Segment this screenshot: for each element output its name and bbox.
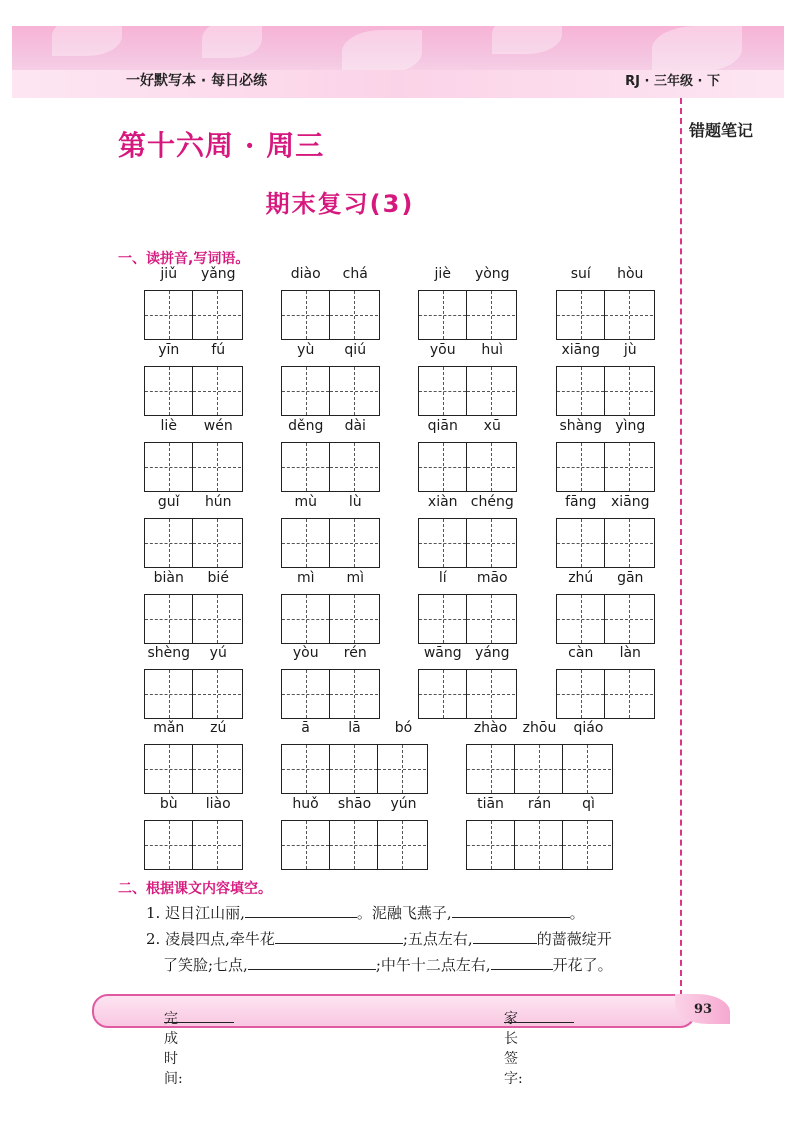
word-grid bbox=[281, 418, 380, 492]
completion-time-field[interactable] bbox=[164, 1008, 234, 1023]
writing-boxes bbox=[144, 518, 243, 568]
writing-box[interactable] bbox=[605, 443, 653, 491]
fill-line-1 bbox=[146, 902, 585, 923]
pinyin-syllable: yōu bbox=[429, 342, 456, 358]
writing-boxes bbox=[281, 442, 380, 492]
pinyin-syllable: càn bbox=[568, 645, 594, 661]
pinyin-syllable: yòng bbox=[474, 266, 510, 282]
pinyin-syllable: suí bbox=[570, 266, 591, 282]
word-grid bbox=[144, 266, 243, 340]
writing-boxes bbox=[466, 820, 613, 870]
writing-box[interactable] bbox=[145, 595, 193, 643]
pinyin-syllable: qiān bbox=[427, 418, 458, 434]
writing-box[interactable] bbox=[145, 821, 193, 869]
writing-box[interactable] bbox=[557, 670, 605, 718]
pinyin-label bbox=[466, 796, 613, 812]
pinyin-label bbox=[556, 342, 655, 358]
writing-boxes bbox=[144, 669, 243, 719]
writing-box[interactable] bbox=[378, 821, 426, 869]
word-grid bbox=[144, 342, 243, 416]
pinyin-label bbox=[418, 266, 517, 282]
word-grid bbox=[556, 645, 655, 719]
pinyin-syllable: bié bbox=[207, 570, 229, 586]
writing-box[interactable] bbox=[605, 595, 653, 643]
pinyin-syllable: wāng bbox=[423, 645, 462, 661]
pinyin-syllable: bù bbox=[159, 796, 178, 812]
writing-box[interactable] bbox=[605, 367, 653, 415]
pinyin-syllable: jiè bbox=[434, 266, 451, 282]
pinyin-label bbox=[144, 266, 243, 282]
word-grid bbox=[281, 494, 380, 568]
writing-box[interactable] bbox=[193, 821, 241, 869]
writing-box[interactable] bbox=[330, 443, 378, 491]
writing-boxes bbox=[144, 594, 243, 644]
pinyin-syllable: ā bbox=[301, 720, 310, 736]
writing-box[interactable] bbox=[467, 670, 515, 718]
blank-2[interactable] bbox=[452, 903, 570, 918]
pinyin-syllable: mǎn bbox=[153, 720, 185, 736]
pinyin-label bbox=[418, 570, 517, 586]
fill-line-3 bbox=[163, 954, 613, 975]
word-grid bbox=[556, 418, 655, 492]
word-grid bbox=[144, 418, 243, 492]
word-grid bbox=[556, 570, 655, 644]
writing-box[interactable] bbox=[378, 745, 426, 793]
writing-box[interactable] bbox=[563, 745, 611, 793]
page-number: 93 bbox=[694, 1002, 713, 1017]
writing-box[interactable] bbox=[193, 367, 241, 415]
writing-box[interactable] bbox=[419, 519, 467, 567]
writing-boxes bbox=[144, 442, 243, 492]
line3-text-b: ;中午十二点左右, bbox=[375, 956, 491, 974]
writing-boxes bbox=[281, 820, 428, 870]
writing-box[interactable] bbox=[557, 443, 605, 491]
parent-signature-field[interactable] bbox=[504, 1008, 574, 1023]
pinyin-syllable: lí bbox=[438, 570, 447, 586]
line1-text-a: 1. 迟日江山丽, bbox=[146, 904, 245, 922]
writing-box[interactable] bbox=[605, 291, 653, 339]
writing-box[interactable] bbox=[193, 595, 241, 643]
writing-box[interactable] bbox=[282, 821, 330, 869]
line1-text-c: 。 bbox=[569, 904, 585, 922]
section1-heading: 一、读拼音,写词语。 bbox=[118, 251, 250, 267]
word-grid bbox=[418, 494, 517, 568]
writing-boxes bbox=[281, 744, 428, 794]
pinyin-syllable: lù bbox=[348, 494, 362, 510]
pinyin-syllable: zhú bbox=[568, 570, 594, 586]
pinyin-syllable: xū bbox=[483, 418, 501, 434]
pinyin-syllable: yáng bbox=[474, 645, 510, 661]
line3-text-c: 开花了。 bbox=[552, 956, 613, 974]
writing-boxes bbox=[418, 518, 517, 568]
writing-box[interactable] bbox=[193, 291, 241, 339]
section2-heading: 二、根据课文内容填空。 bbox=[118, 881, 272, 897]
pinyin-label bbox=[556, 494, 655, 510]
pinyin-syllable: jù bbox=[623, 342, 637, 358]
writing-box[interactable] bbox=[557, 519, 605, 567]
pinyin-syllable: liè bbox=[160, 418, 177, 434]
writing-box[interactable] bbox=[282, 670, 330, 718]
writing-boxes bbox=[556, 518, 655, 568]
writing-box[interactable] bbox=[467, 745, 515, 793]
writing-box[interactable] bbox=[557, 595, 605, 643]
word-grid bbox=[144, 494, 243, 568]
writing-box[interactable] bbox=[605, 519, 653, 567]
page-title: 期末复习(3) bbox=[265, 190, 415, 218]
pinyin-syllable: yìng bbox=[615, 418, 646, 434]
writing-box[interactable] bbox=[145, 367, 193, 415]
writing-boxes bbox=[281, 518, 380, 568]
writing-box[interactable] bbox=[193, 670, 241, 718]
pinyin-syllable: yún bbox=[390, 796, 417, 812]
writing-box[interactable] bbox=[330, 745, 378, 793]
word-grid bbox=[418, 418, 517, 492]
pinyin-syllable: liào bbox=[205, 796, 231, 812]
word-grid bbox=[556, 342, 655, 416]
pinyin-label bbox=[281, 796, 428, 812]
pinyin-syllable: hún bbox=[204, 494, 232, 510]
pinyin-syllable: shèng bbox=[147, 645, 191, 661]
pinyin-label bbox=[144, 342, 243, 358]
notes-divider bbox=[680, 98, 682, 996]
writing-box[interactable] bbox=[605, 670, 653, 718]
pinyin-syllable: rán bbox=[527, 796, 552, 812]
edition-text: RJ · 三年级 · 下 bbox=[625, 74, 720, 89]
writing-boxes bbox=[144, 366, 243, 416]
pinyin-syllable: zhào bbox=[473, 720, 508, 736]
writing-boxes bbox=[144, 290, 243, 340]
word-grid bbox=[556, 494, 655, 568]
writing-box[interactable] bbox=[419, 443, 467, 491]
word-grid bbox=[418, 266, 517, 340]
writing-box[interactable] bbox=[557, 367, 605, 415]
word-grid bbox=[556, 266, 655, 340]
pinyin-syllable: dài bbox=[344, 418, 366, 434]
writing-box[interactable] bbox=[419, 670, 467, 718]
writing-box[interactable] bbox=[419, 291, 467, 339]
writing-boxes bbox=[144, 820, 243, 870]
pinyin-label bbox=[281, 720, 428, 736]
line3-text-a: 了笑脸;七点, bbox=[163, 956, 248, 974]
writing-box[interactable] bbox=[467, 443, 515, 491]
line2-text-c: 的蔷薇绽开 bbox=[536, 930, 612, 948]
pinyin-syllable: fú bbox=[211, 342, 226, 358]
notes-title: 错题笔记 bbox=[689, 121, 754, 140]
line2-text-a: 2. 凌晨四点,牵牛花 bbox=[146, 930, 275, 948]
pinyin-syllable: qì bbox=[582, 796, 595, 812]
writing-box[interactable] bbox=[193, 519, 241, 567]
pinyin-label bbox=[281, 418, 380, 434]
word-grid bbox=[144, 720, 243, 794]
word-grid bbox=[281, 570, 380, 644]
pinyin-syllable: fāng bbox=[565, 494, 597, 510]
line1-text-b: 。泥融飞燕子, bbox=[356, 904, 452, 922]
pinyin-syllable: chá bbox=[342, 266, 368, 282]
pinyin-label bbox=[418, 418, 517, 434]
pinyin-syllable: děng bbox=[288, 418, 324, 434]
pinyin-label bbox=[144, 418, 243, 434]
writing-box[interactable] bbox=[282, 443, 330, 491]
writing-box[interactable] bbox=[563, 821, 611, 869]
writing-box[interactable] bbox=[557, 291, 605, 339]
writing-boxes bbox=[281, 594, 380, 644]
pinyin-syllable: wén bbox=[203, 418, 233, 434]
word-grid bbox=[281, 720, 428, 794]
writing-boxes bbox=[556, 442, 655, 492]
fill-line-2 bbox=[146, 928, 612, 949]
writing-boxes bbox=[418, 594, 517, 644]
writing-boxes bbox=[556, 366, 655, 416]
pinyin-label bbox=[556, 266, 655, 282]
blank-4[interactable] bbox=[473, 929, 537, 944]
pinyin-syllable: làn bbox=[619, 645, 641, 661]
word-grid bbox=[144, 796, 243, 870]
pinyin-syllable: xiāng bbox=[561, 342, 600, 358]
pinyin-label bbox=[281, 342, 380, 358]
pinyin-label bbox=[281, 266, 380, 282]
brand-text: 一好默写本 · 每日必练 bbox=[126, 73, 268, 89]
writing-box[interactable] bbox=[330, 595, 378, 643]
week-title: 第十六周 · 周三 bbox=[118, 129, 325, 162]
writing-boxes bbox=[281, 290, 380, 340]
word-grid bbox=[418, 342, 517, 416]
pinyin-label bbox=[466, 720, 613, 736]
writing-box[interactable] bbox=[330, 367, 378, 415]
pinyin-syllable: yīn bbox=[158, 342, 180, 358]
pinyin-syllable: qiú bbox=[344, 342, 367, 358]
pinyin-label bbox=[281, 645, 380, 661]
pinyin-syllable: mù bbox=[294, 494, 317, 510]
word-grid bbox=[144, 570, 243, 644]
pinyin-syllable: hòu bbox=[617, 266, 644, 282]
writing-boxes bbox=[556, 594, 655, 644]
blank-3[interactable] bbox=[275, 929, 403, 944]
writing-boxes bbox=[418, 669, 517, 719]
pinyin-label bbox=[144, 796, 243, 812]
writing-box[interactable] bbox=[145, 670, 193, 718]
writing-box[interactable] bbox=[467, 291, 515, 339]
pinyin-syllable: māo bbox=[476, 570, 508, 586]
blank-5[interactable] bbox=[248, 955, 376, 970]
writing-box[interactable] bbox=[145, 745, 193, 793]
word-grid bbox=[418, 570, 517, 644]
pinyin-syllable: yòu bbox=[292, 645, 319, 661]
pinyin-syllable: mì bbox=[296, 570, 315, 586]
writing-box[interactable] bbox=[467, 519, 515, 567]
line2-text-b: ;五点左右, bbox=[402, 930, 473, 948]
pinyin-syllable: huǒ bbox=[292, 796, 319, 812]
writing-box[interactable] bbox=[467, 595, 515, 643]
writing-box[interactable] bbox=[330, 291, 378, 339]
writing-boxes bbox=[418, 442, 517, 492]
word-grid bbox=[281, 645, 380, 719]
pinyin-label bbox=[144, 645, 243, 661]
writing-boxes bbox=[418, 366, 517, 416]
writing-box[interactable] bbox=[145, 519, 193, 567]
pinyin-syllable: bó bbox=[394, 720, 413, 736]
pinyin-syllable: xiāng bbox=[610, 494, 650, 510]
blank-6[interactable] bbox=[491, 955, 553, 970]
writing-box[interactable] bbox=[330, 670, 378, 718]
pinyin-syllable: diào bbox=[290, 266, 321, 282]
word-grid bbox=[466, 720, 613, 794]
pinyin-label bbox=[556, 570, 655, 586]
writing-boxes bbox=[144, 744, 243, 794]
pinyin-syllable: qiáo bbox=[573, 720, 604, 736]
writing-box[interactable] bbox=[282, 595, 330, 643]
writing-boxes bbox=[418, 290, 517, 340]
word-grid bbox=[466, 796, 613, 870]
writing-box[interactable] bbox=[282, 291, 330, 339]
writing-box[interactable] bbox=[282, 519, 330, 567]
writing-boxes bbox=[281, 669, 380, 719]
pinyin-syllable: tiān bbox=[477, 796, 504, 812]
pinyin-syllable: zhōu bbox=[522, 720, 557, 736]
writing-box[interactable] bbox=[193, 443, 241, 491]
writing-box[interactable] bbox=[330, 821, 378, 869]
pinyin-syllable: mì bbox=[346, 570, 365, 586]
pinyin-syllable: shàng bbox=[559, 418, 602, 434]
writing-boxes bbox=[281, 366, 380, 416]
pinyin-label bbox=[281, 494, 380, 510]
pinyin-syllable: rén bbox=[343, 645, 367, 661]
writing-boxes bbox=[556, 290, 655, 340]
writing-box[interactable] bbox=[515, 745, 563, 793]
pinyin-syllable: yù bbox=[297, 342, 315, 358]
pinyin-label bbox=[556, 418, 655, 434]
pinyin-syllable: yǎng bbox=[200, 266, 236, 282]
writing-boxes bbox=[466, 744, 613, 794]
word-grid bbox=[281, 266, 380, 340]
writing-boxes bbox=[556, 669, 655, 719]
word-grid bbox=[281, 796, 428, 870]
pinyin-syllable: yú bbox=[209, 645, 227, 661]
writing-box[interactable] bbox=[467, 367, 515, 415]
writing-box[interactable] bbox=[193, 745, 241, 793]
pinyin-label bbox=[144, 494, 243, 510]
word-grid bbox=[418, 645, 517, 719]
footer-bar: 完成时间: 家长签字: bbox=[92, 994, 696, 1028]
word-grid bbox=[144, 645, 243, 719]
pinyin-label bbox=[144, 570, 243, 586]
pinyin-syllable: xiàn bbox=[427, 494, 458, 510]
pinyin-syllable: guǐ bbox=[157, 494, 180, 510]
pinyin-label bbox=[418, 494, 517, 510]
pinyin-syllable: jiǔ bbox=[160, 266, 178, 282]
pinyin-syllable: huì bbox=[481, 342, 504, 358]
writing-box[interactable] bbox=[330, 519, 378, 567]
pinyin-label bbox=[281, 570, 380, 586]
pinyin-syllable: chéng bbox=[470, 494, 514, 510]
writing-box[interactable] bbox=[145, 443, 193, 491]
writing-box[interactable] bbox=[282, 745, 330, 793]
pinyin-syllable: lā bbox=[348, 720, 361, 736]
pinyin-syllable: zú bbox=[210, 720, 227, 736]
blank-1[interactable] bbox=[245, 903, 357, 918]
pinyin-syllable: shāo bbox=[337, 796, 372, 812]
writing-box[interactable] bbox=[419, 595, 467, 643]
pinyin-syllable: gān bbox=[617, 570, 644, 586]
writing-box[interactable] bbox=[419, 367, 467, 415]
writing-box[interactable] bbox=[145, 291, 193, 339]
writing-box[interactable] bbox=[515, 821, 563, 869]
writing-box[interactable] bbox=[282, 367, 330, 415]
pinyin-label bbox=[144, 720, 243, 736]
pinyin-label bbox=[418, 645, 517, 661]
word-grid bbox=[281, 342, 380, 416]
writing-box[interactable] bbox=[467, 821, 515, 869]
pinyin-label bbox=[556, 645, 655, 661]
pinyin-label bbox=[418, 342, 517, 358]
pinyin-syllable: biàn bbox=[153, 570, 184, 586]
